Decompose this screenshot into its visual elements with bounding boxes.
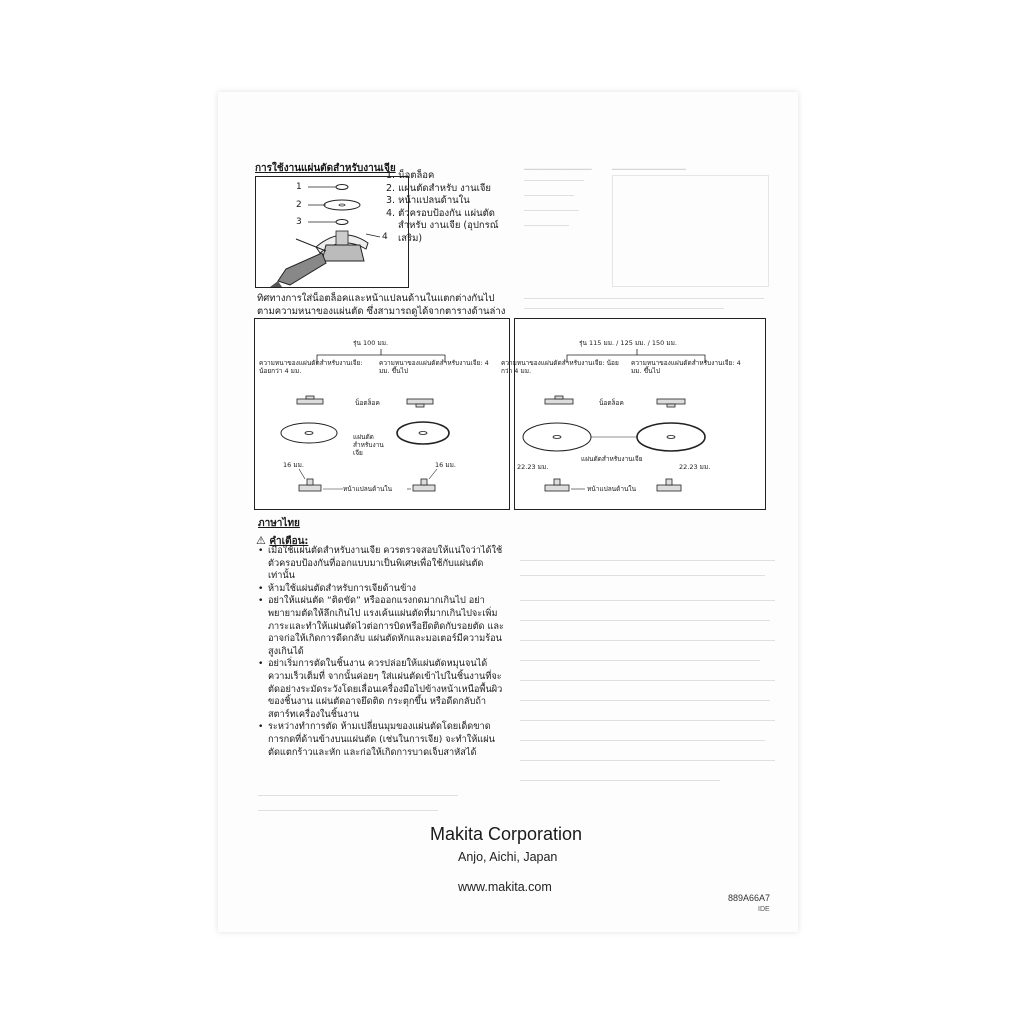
direction-text: ทิศทางการใส่น็อตล็อคและหน้าแปลนด้านในแตกต่างกันไป ตามความหนาของแผ่นตัด ซึ่งสามารถดูได้จากตารางด้านล่าง (257, 293, 506, 317)
document-code-suffix: IDE (758, 906, 770, 913)
lock-nut-label: น็อตล็อค (599, 399, 624, 407)
dim-label-left: 16 มม. (283, 461, 304, 469)
warning-item: • อย่าเริ่มการตัดในชิ้นงาน ควรปล่อยให้แผ่นตัดหมุนจนได้ความเร็วเต็มที่ จากนั้นค่อยๆ ใส่แผ่นตัดเข้าไปในชิ้นงานที่จะตัดอย่างระมัดระวังโดยเลื่อนเครื่องมือไปข้างหน้าเหนือพื้นผิวของชิ้นงาน แผ่นตัดอาจยึดติด กระตุกขึ้น หรือดีดกลับถ้าสตาร์ทเครื่องในชิ้นงาน (256, 658, 506, 721)
legend-item: 1. น็อตล็อค (386, 170, 435, 181)
show-through-line (520, 640, 775, 641)
wheel-label: แผ่นตัดสำหรับงานเจีย (353, 433, 384, 457)
show-through-line (520, 680, 775, 681)
assembly-diagram-right (515, 319, 765, 509)
show-through-line (520, 560, 775, 561)
fig-label-2: 2 (296, 200, 302, 210)
show-through-line (524, 210, 579, 211)
website-link[interactable]: www.makita.com (458, 880, 552, 894)
show-through-text: ▁▁▁▁▁▁▁▁▁▁▁▁ (612, 161, 686, 170)
assembly-figure-left (254, 318, 510, 510)
thick-wheel-label: ความหนาของแผ่นตัดสำหรับงานเจีย: 4 มม. ขึ้นไป (379, 359, 489, 375)
show-through-line (520, 600, 775, 601)
model-label: รุ่น 100 มม. (353, 339, 389, 347)
warning-item: • ระหว่างทำการตัด ห้ามเปลี่ยนมุมของแผ่นตัดโดยเด็ดขาด การกดที่ด้านข้างบนแผ่นตัด (เช่นในการเจีย) จะทำให้แผ่นตัดแตกร้าวและหัก และก่อให้เกิดการบาดเจ็บสาหัสได้ (256, 721, 506, 759)
legend-item: 2. แผ่นตัดสำหรับ งานเจีย (386, 182, 492, 194)
show-through-line (520, 760, 775, 761)
warning-list (256, 545, 506, 759)
show-through-line (524, 298, 764, 299)
language-heading: ภาษาไทย (258, 518, 300, 529)
section-title: การใช้งานแผ่นตัดสำหรับงานเจีย (255, 163, 396, 174)
company-location: Anjo, Aichi, Japan (458, 850, 558, 864)
flange-label: หน้าแปลนด้านใน (343, 485, 393, 493)
dim-label-right: 16 มม. (435, 461, 456, 469)
show-through-line (524, 225, 569, 226)
fig-label-1: 1 (296, 182, 302, 192)
company-name: Makita Corporation (430, 824, 583, 844)
thick-wheel-label: ความหนาของแผ่นตัดสำหรับงานเจีย: 4 มม. ขึ้นไป (631, 359, 741, 375)
show-through-line (524, 195, 574, 196)
assembly-figure-right (501, 318, 766, 510)
show-through-line (520, 740, 765, 741)
lock-nut-label: น็อตล็อค (355, 399, 380, 407)
warning-item: • ห้ามใช้แผ่นตัดสำหรับการเจียด้านข้าง (256, 583, 506, 596)
thin-wheel-label: ความหนาของแผ่นตัดสำหรับงานเจีย: น้อยกว่า 4 มม. (501, 359, 619, 375)
wheel-label: แผ่นตัดสำหรับงานเจีย (581, 455, 643, 463)
warning-icon: ⚠ (256, 534, 266, 547)
show-through-line (524, 308, 724, 309)
flange-label: หน้าแปลนด้านใน (587, 485, 637, 493)
show-through-line (520, 620, 770, 621)
legend-item: 3. หน้าแปลนด้านใน (386, 195, 470, 206)
legend-item: 4. ตัวครอบป้องกัน แผ่นตัดสำหรับ งานเจีย (อุปกรณ์ เสริม) (386, 207, 499, 244)
show-through-line (524, 180, 584, 181)
fig-label-4: 4 (382, 232, 388, 242)
show-through-line (520, 575, 765, 576)
warning-item: • เมื่อใช้แผ่นตัดสำหรับงานเจีย ควรตรวจสอบให้แน่ใจว่าได้ใช้ตัวครอบป้องกันที่ออกแบบมาเป็นพิเศษเพื่อใช้กับแผ่นตัดเท่านั้น (256, 545, 506, 583)
show-through-line (520, 720, 775, 721)
show-through-line (520, 660, 760, 661)
thin-wheel-label: ความหนาของแผ่นตัดสำหรับงานเจีย: น้อยกว่า 4 มม. (259, 359, 363, 375)
model-label: รุ่น 115 มม. / 125 มม. / 150 มม. (579, 339, 677, 347)
show-through-line (258, 810, 438, 811)
show-through-text: ▁▁▁▁▁▁▁▁▁▁▁ (524, 161, 592, 170)
show-through-line (520, 780, 720, 781)
show-through-line (520, 700, 770, 701)
parts-legend (386, 170, 504, 245)
show-through-line (258, 795, 458, 796)
show-through-figure (612, 175, 769, 287)
fig-label-3: 3 (296, 217, 302, 227)
warning-item: • อย่าให้แผ่นตัด “ติดขัด” หรือออกแรงกดมากเกินไป อย่าพยายามตัดให้ลึกเกินไป แรงเค้นแผ่นตัดที่มากเกินไปจะเพิ่มภาระและทำให้แผ่นตัดไวต่อการบิดหรือยึดติดกับรอยตัด และอาจก่อให้เกิดการดีดกลับ แผ่นตัดหักและมอเตอร์มีความร้อนสูงเกินได้ (256, 595, 506, 658)
dim-label-left: 22.23 มม. (517, 463, 549, 471)
assembly-diagram-left (255, 319, 509, 509)
document-code: 889A66A7 (728, 893, 771, 903)
dim-label-right: 22.23 มม. (679, 463, 711, 471)
warning-title: คำเตือน: (269, 536, 309, 547)
